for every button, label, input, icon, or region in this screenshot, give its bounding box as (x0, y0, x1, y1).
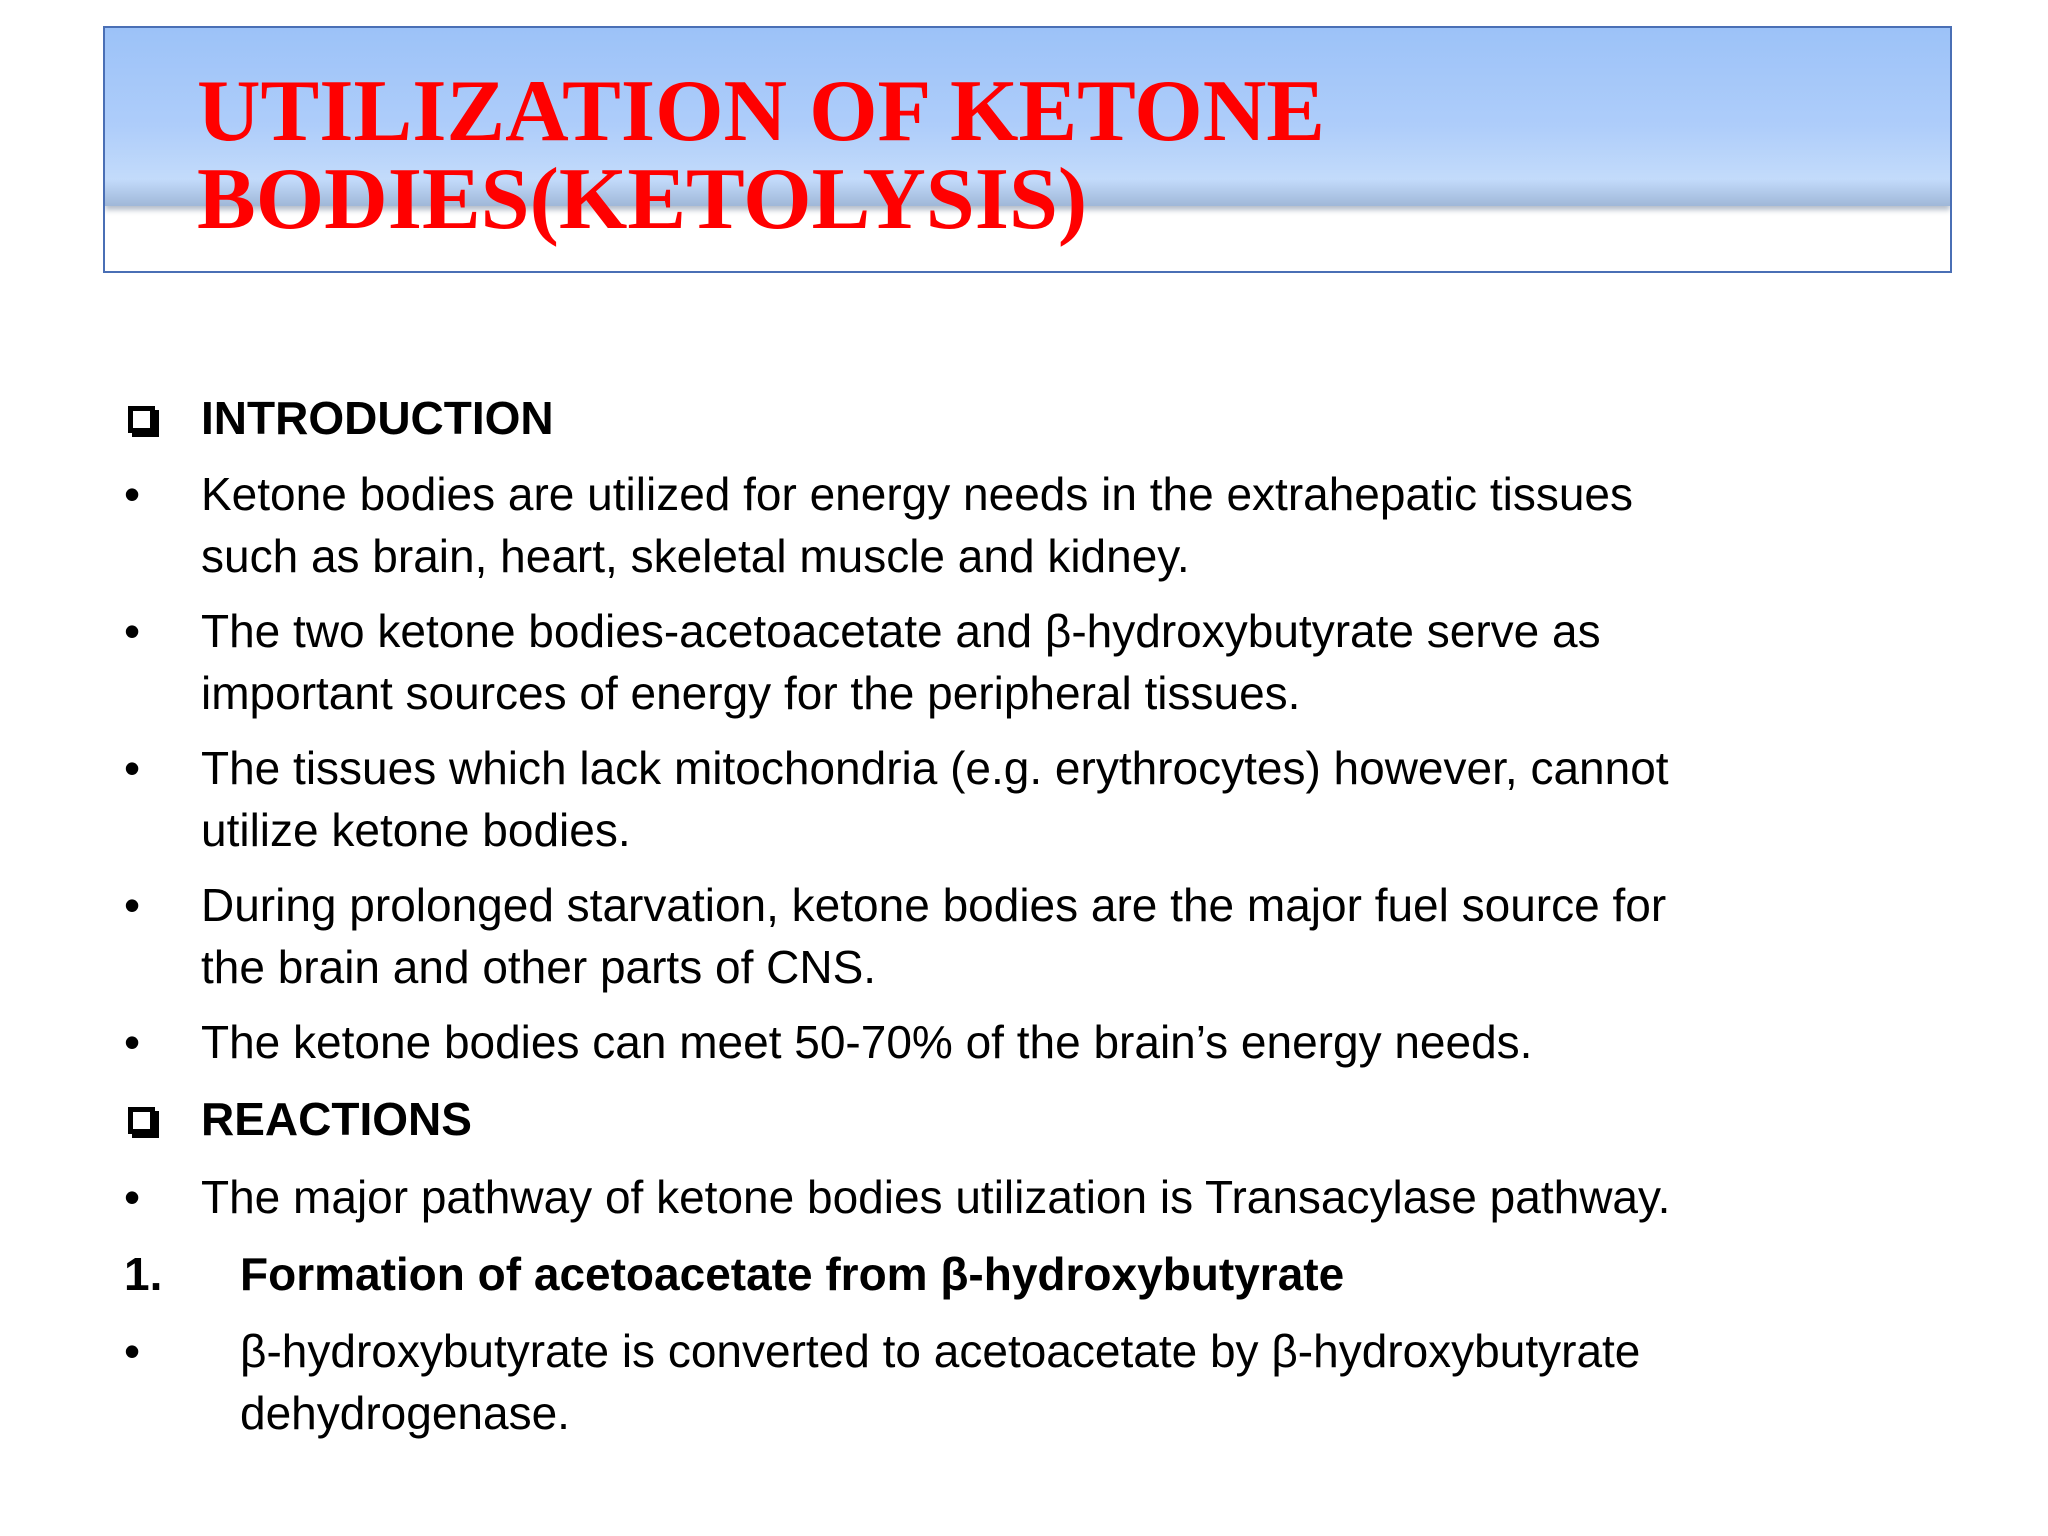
slide-title-line-1: UTILIZATION OF KETONE (197, 63, 1325, 160)
list-item-line: utilize ketone bodies. (201, 804, 631, 856)
list-item-line: such as brain, heart, skeletal muscle and kidney. (201, 530, 1190, 582)
bullet-icon: • (124, 1016, 141, 1068)
list-item-line: The tissues which lack mitochondria (e.g. erythrocytes) however, cannot (201, 742, 1669, 794)
list-item-line: Ketone bodies are utilized for energy needs in the extrahepatic tissues (201, 468, 1633, 520)
checkbox-bullet-icon (128, 1107, 155, 1134)
list-item-line: important sources of energy for the peripheral tissues. (201, 667, 1301, 719)
list-item-text (201, 874, 1921, 998)
bullet-icon: • (124, 1325, 141, 1377)
list-item-line: dehydrogenase. (240, 1387, 570, 1439)
bullet-icon: • (124, 1171, 141, 1223)
bullet-icon: • (124, 605, 141, 657)
list-item-line: The ketone bodies can meet 50-70% of the brain’s energy needs. (201, 1016, 1533, 1068)
list-item-text: The major pathway of ketone bodies utilization is Transacylase pathway. (201, 1171, 1671, 1223)
step-number: 1. (124, 1248, 163, 1300)
list-item-text (201, 600, 1921, 724)
checkbox-bullet-icon (128, 406, 155, 433)
list-item-text (201, 1011, 1921, 1073)
list-item-text (240, 1320, 1920, 1444)
list-item-text (201, 463, 1921, 587)
list-item-line: β-hydroxybutyrate is converted to acetoacetate by β-hydroxybutyrate (240, 1325, 1641, 1377)
list-item-line: the brain and other parts of CNS. (201, 941, 877, 993)
list-item-line: The two ketone bodies-acetoacetate and β-hydroxybutyrate serve as (201, 605, 1601, 657)
list-item-line: During prolonged starvation, ketone bodies are the major fuel source for (201, 879, 1667, 931)
section-heading-text: INTRODUCTION (201, 392, 554, 444)
bullet-icon: • (124, 879, 141, 931)
step-title: Formation of acetoacetate from β-hydroxybutyrate (240, 1248, 1345, 1300)
bullet-icon: • (124, 468, 141, 520)
slide-title-line-2: BODIES(KETOLYSIS) (197, 151, 1088, 248)
list-item-text (201, 737, 1921, 861)
section-heading-text: REACTIONS (201, 1093, 472, 1145)
bullet-icon: • (124, 742, 141, 794)
